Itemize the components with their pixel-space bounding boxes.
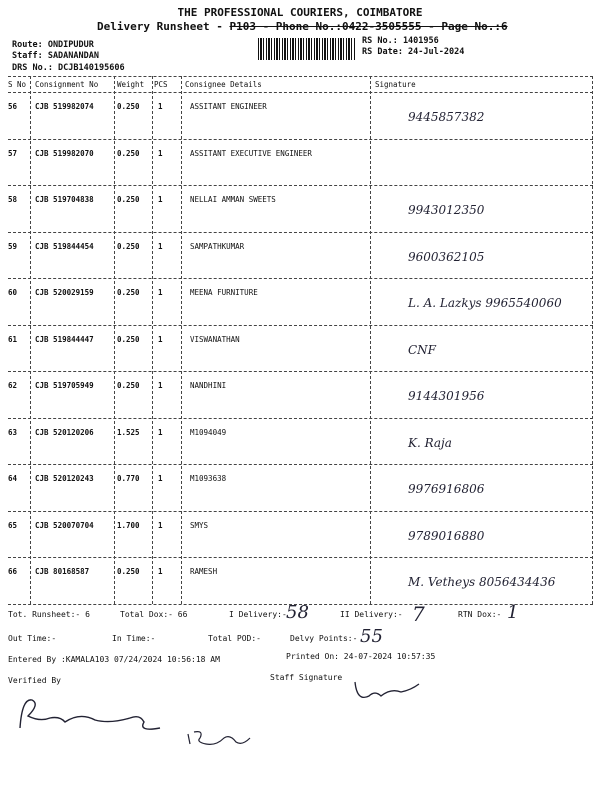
row-consignment-no: CJB 520029159 <box>35 288 94 297</box>
delvy-points-label: Delvy Points:- <box>290 634 358 643</box>
row-pcs: 1 <box>158 567 163 576</box>
rtn-dox-value: 1 <box>507 602 519 623</box>
printed-on: Printed On: 24-07-2024 10:57:35 <box>286 652 436 661</box>
row-consignee: M1094049 <box>190 427 227 437</box>
row-signature-note: 9600362105 <box>408 249 485 264</box>
row-sno: 56 <box>8 102 18 111</box>
ii-delivery-value: 7 <box>412 602 425 626</box>
table-row <box>8 185 593 232</box>
total-dox: Total Dox:- 66 <box>120 610 188 619</box>
page-title: THE PROFESSIONAL COURIERS, COIMBATORE <box>177 6 423 19</box>
route-label: Route: ONDIPUDUR <box>12 40 94 50</box>
table-row <box>8 325 593 372</box>
row-sno: 57 <box>8 148 18 158</box>
row-consignee: VISWANATHAN <box>190 334 240 344</box>
row-pcs: 1 <box>158 381 163 390</box>
row-signature-note: K. Raja <box>408 435 452 450</box>
row-consignment-no: CJB 519705949 <box>35 381 94 390</box>
row-sno: 66 <box>8 567 18 576</box>
verified-by-label: Verified By <box>8 676 61 685</box>
subtitle-struck: P103 - Phone No.:0422-3505555 - Page No.:6 <box>229 20 508 33</box>
row-pcs: 1 <box>158 474 163 483</box>
row-weight: 0.770 <box>117 474 140 483</box>
table-row <box>8 278 593 325</box>
row-consignee: SAMPATHKUMAR <box>190 241 245 251</box>
row-consignee: NANDHINI <box>190 381 227 390</box>
row-pcs: 1 <box>158 520 163 530</box>
row-sno: 60 <box>8 288 18 297</box>
row-consignment-no: CJB 519844454 <box>35 241 94 251</box>
runsheet-table <box>8 76 593 604</box>
staff-signature-label: Staff Signature <box>270 673 343 682</box>
row-consignee: SMYS <box>190 520 209 530</box>
total-pod-label: Total POD:- <box>208 634 261 643</box>
in-time-label: In Time:- <box>112 634 156 643</box>
verifier-signature-icon <box>10 688 180 748</box>
row-consignee: ASSITANT EXECUTIVE ENGINEER <box>190 148 312 158</box>
ii-delivery-label: II Delivery:- <box>340 610 403 619</box>
row-consignee: NELLAI AMMAN SWEETS <box>190 195 276 204</box>
i-delivery-value: 58 <box>286 602 309 623</box>
row-consignee: MEENA FURNITURE <box>190 288 258 297</box>
row-weight: 0.250 <box>117 148 140 158</box>
row-consignment-no: CJB 519704838 <box>35 195 94 204</box>
delvy-points-value: 55 <box>360 626 383 647</box>
row-sno: 61 <box>8 334 18 344</box>
row-sno: 62 <box>8 381 18 390</box>
row-sno: 65 <box>8 520 18 530</box>
row-signature-note: M. Vetheys 8056434436 <box>408 575 556 589</box>
subtitle-prefix: Delivery Runsheet - <box>97 20 230 33</box>
row-consignee: RAMESH <box>190 567 218 576</box>
drs-label: DRS No.: DCJB140195606 <box>12 63 125 73</box>
col-header-pcs: PCS <box>154 80 168 89</box>
col-header-weight: Weight <box>117 80 145 89</box>
table-row <box>8 511 593 558</box>
row-weight: 0.250 <box>117 102 140 111</box>
row-signature-note: 9943012350 <box>408 203 485 217</box>
row-sno: 63 <box>8 427 18 437</box>
col-header-consignee: Consignee Details <box>185 80 262 89</box>
staff-signature-icon <box>345 668 425 708</box>
table-row <box>8 557 593 604</box>
row-pcs: 1 <box>158 102 163 111</box>
row-consignment-no: CJB 519982074 <box>35 102 94 111</box>
row-signature-note: L. A. Lazkys 9965540060 <box>408 296 562 310</box>
entered-by: Entered By :KAMALA103 07/24/2024 10:56:18 AM <box>8 655 220 664</box>
row-weight: 0.250 <box>117 288 140 297</box>
tot-runsheet: Tot. Runsheet:- 6 <box>8 610 90 619</box>
table-row <box>8 92 593 139</box>
row-consignment-no: CJB 80168587 <box>35 567 90 576</box>
verifier-initials-icon <box>180 712 260 752</box>
col-header-sno: S No <box>8 80 27 89</box>
row-consignment-no: CJB 520120243 <box>35 474 94 483</box>
row-pcs: 1 <box>158 148 163 158</box>
row-weight: 0.250 <box>117 567 140 576</box>
table-row <box>8 139 593 186</box>
staff-label: Staff: SADANANDAN <box>12 51 99 61</box>
row-pcs: 1 <box>158 427 163 437</box>
rtn-dox-label: RTN Dox:- <box>458 610 502 619</box>
row-sno: 58 <box>8 195 18 204</box>
row-sno: 64 <box>8 474 18 483</box>
row-consignment-no: CJB 519844447 <box>35 334 94 344</box>
row-signature-note: 9144301956 <box>408 389 485 403</box>
row-signature-note: 9445857382 <box>408 110 485 124</box>
runsheet-subtitle <box>12 20 508 33</box>
barcode-image <box>258 38 356 60</box>
row-weight: 0.250 <box>117 381 140 390</box>
row-consignee: ASSITANT ENGINEER <box>190 102 267 111</box>
row-weight: 0.250 <box>117 195 140 204</box>
table-row <box>8 464 593 511</box>
row-weight: 1.700 <box>117 520 140 530</box>
row-consignment-no: CJB 520120206 <box>35 427 94 437</box>
row-weight: 0.250 <box>117 334 140 344</box>
row-signature-note: 9976916806 <box>408 482 485 496</box>
col-header-consignment: Consignment No <box>35 80 99 89</box>
row-signature-note: CNF <box>408 342 437 357</box>
table-row <box>8 418 593 465</box>
row-pcs: 1 <box>158 241 163 251</box>
row-sno: 59 <box>8 241 18 251</box>
rs-number: RS No.: 1401956 <box>362 36 439 46</box>
row-pcs: 1 <box>158 195 163 204</box>
i-delivery-label: I Delivery:- <box>229 610 287 619</box>
row-signature-note: 9789016880 <box>408 528 485 543</box>
rs-date: RS Date: 24-Jul-2024 <box>362 47 465 57</box>
row-pcs: 1 <box>158 288 163 297</box>
row-consignment-no: CJB 520070704 <box>35 520 94 530</box>
col-header-signature: Signature <box>375 80 416 89</box>
table-row <box>8 371 593 418</box>
table-row <box>8 232 593 279</box>
row-consignee: M1093638 <box>190 474 227 483</box>
row-weight: 0.250 <box>117 241 140 251</box>
row-weight: 1.525 <box>117 427 140 437</box>
row-consignment-no: CJB 519982070 <box>35 148 94 158</box>
row-pcs: 1 <box>158 334 163 344</box>
out-time-label: Out Time:- <box>8 634 57 643</box>
